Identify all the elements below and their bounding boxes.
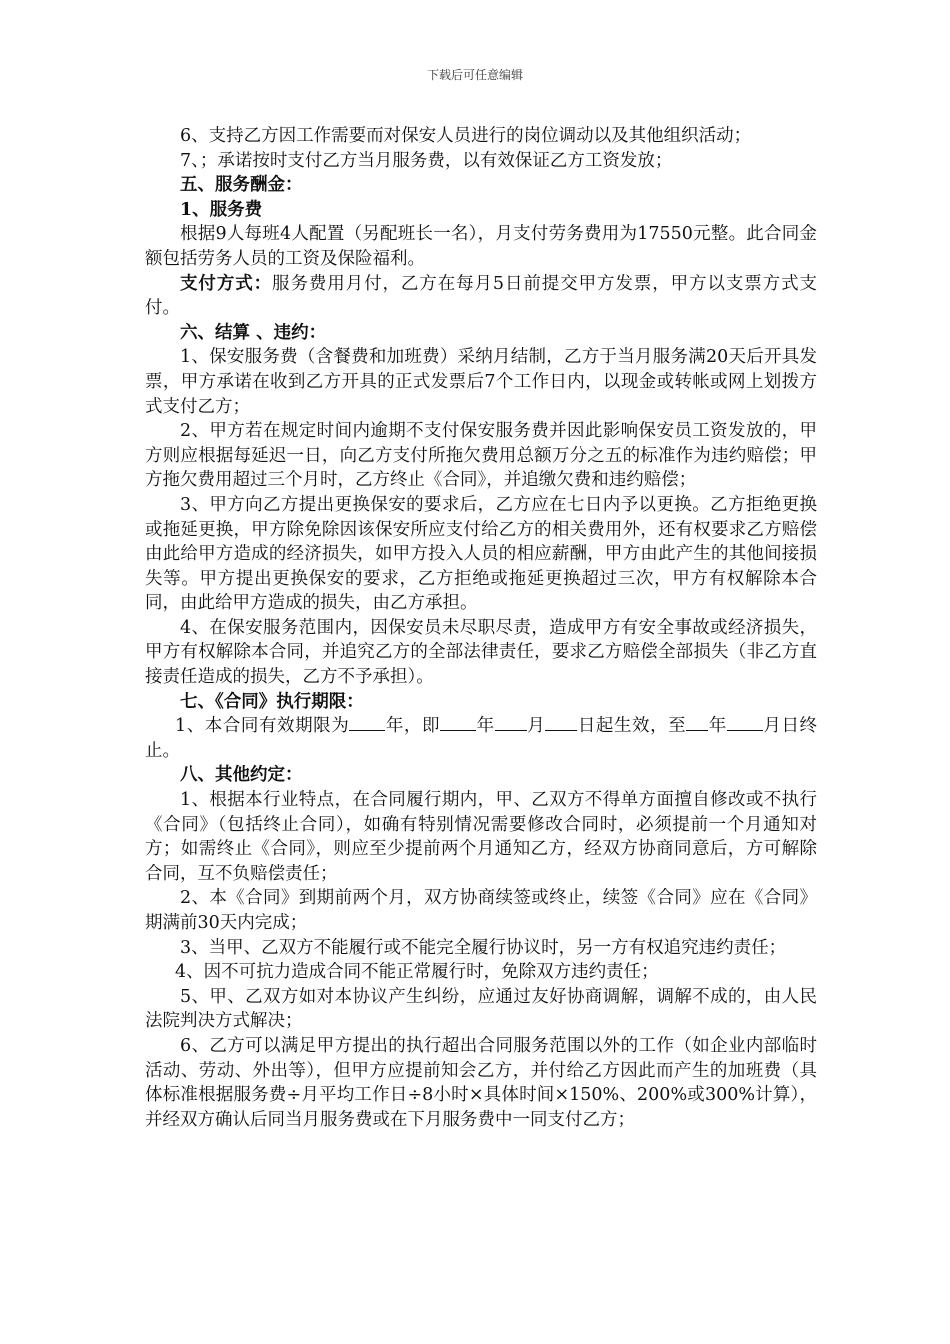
blank-line [495, 714, 527, 731]
term-text: 年 [708, 716, 727, 737]
paragraph: 1、保安服务费（含餐费和加班费）采纳月结制，乙方于当月服务满20天后开具发票，甲方承诺在收到乙方开具的正式发票后7个工作日内，以现金或转帐或网上划拨方式支付乙方； [145, 347, 817, 417]
paragraph: 2、甲方若在规定时间内逾期不支付保安服务费并因此影响保安员工资发放的，甲方则应根据每延迟一日，向乙方支付所拖欠费用总额万分之五的标准作为违约赔偿；甲方拖欠费用超过三个月时，乙方终止《合同》，并追缴欠费和违约赔偿； [145, 421, 817, 491]
paragraph: 根据9人每班4人配置（另配班长一名），月支付劳务费用为17550元整。此合同金额包括劳务人员的工资及保险福利。 [145, 224, 817, 269]
term-text: 年 [476, 716, 495, 737]
document-body [145, 124, 817, 1132]
blank-line [727, 714, 763, 731]
term-text: 年，即 [385, 716, 441, 737]
paragraph [145, 272, 817, 321]
blank-line [545, 714, 577, 731]
term-text: 日起生效，至 [577, 716, 687, 737]
paragraph-term [145, 714, 817, 763]
term-text: 1、本合同有效期限为 [175, 716, 350, 737]
payment-method-text: 服务费用月付，乙方在每月5日前提交甲方发票，甲方以支票方式支付。 [145, 273, 817, 319]
paragraph: 4、因不可抗力造成合同不能正常履行时，免除双方违约责任； [175, 962, 659, 983]
paragraph: 5、甲、乙双方如对本协议产生纠纷，应通过友好协商调解，调解不成的，由人民法院判决方式解决； [145, 986, 817, 1032]
payment-method-label: 支付方式： [180, 273, 273, 294]
blank-line [440, 714, 476, 731]
term-text: 月日终止。 [145, 716, 818, 761]
paragraph: 6、乙方可以满足甲方提出的执行超出合同服务范围以外的工作（如企业内部临时活动、劳动、外出等），但甲方应提前知会乙方，并付给乙方因此而产生的加班费（具体标准根据服务费÷月平均工作日÷8小时×具体时间×150%、200%或300%计算），并经双方确认后同当月服务费或在下月服务费中一同支付乙方； [145, 1035, 817, 1130]
paragraph: 4、在保安服务范围内，因保安员未尽职尽责，造成甲方有安全事故或经济损失，甲方有权解除本合同，并追究乙方的全部法律责任，要求乙方赔偿全部损失（非乙方直接责任造成的损失，乙方不予承担）。 [145, 617, 817, 688]
section-heading: 七、《合同》执行期限： [180, 691, 364, 712]
paragraph: 1、根据本行业特点，在合同履行期内，甲、乙双方不得单方面擅自修改或不执行《合同》（包括终止合同），如确有特别情况需要修改合同时，必须提前一个月通知对方；如需终止《合同》，则应至少提前两个月通知乙方，经双方协商同意后，方可解除合同，互不负赔偿责任； [145, 790, 817, 884]
paragraph: 6、支持乙方因工作需要而对保安人员进行的岗位调动以及其他组织活动； [180, 126, 752, 146]
paragraph: 3、甲方向乙方提出更换保安的要求后，乙方应在七日内予以更换。乙方拒绝更换或拖延更换，甲方除免除因该保安所应支付给乙方的相关费用外，还有权要求乙方赔偿由此给甲方造成的经济损失，如甲方投入人员的相应薪酬，甲方由此产生的其他间接损失等。甲方提出更换保安的要求，乙方拒绝或拖延更换超过三次，甲方有权解除本合同，由此给甲方造成的损失，由乙方承担。 [145, 494, 817, 614]
blank-line [686, 714, 708, 731]
subsection-heading: 1、服务费 [180, 199, 263, 220]
section-heading: 六、结算 、违约： [180, 322, 327, 343]
blank-line [349, 714, 385, 731]
section-heading: 五、服务酬金： [180, 175, 303, 196]
section-heading: 八、其他约定： [180, 765, 303, 786]
paragraph: 2、本《合同》到期前两个月，双方协商续签或终止，续签《合同》应在《合同》期满前30天内完成； [145, 888, 817, 933]
paragraph: 3、当甲、乙双方不能履行或不能完全履行协议时，另一方有权追究违约责任； [180, 937, 787, 958]
paragraph: 7、；承诺按时支付乙方当月服务费，以有效保证乙方工资发放； [180, 150, 673, 171]
page-header: 下载后可任意编辑 [426, 68, 523, 82]
term-text: 月 [526, 716, 546, 737]
